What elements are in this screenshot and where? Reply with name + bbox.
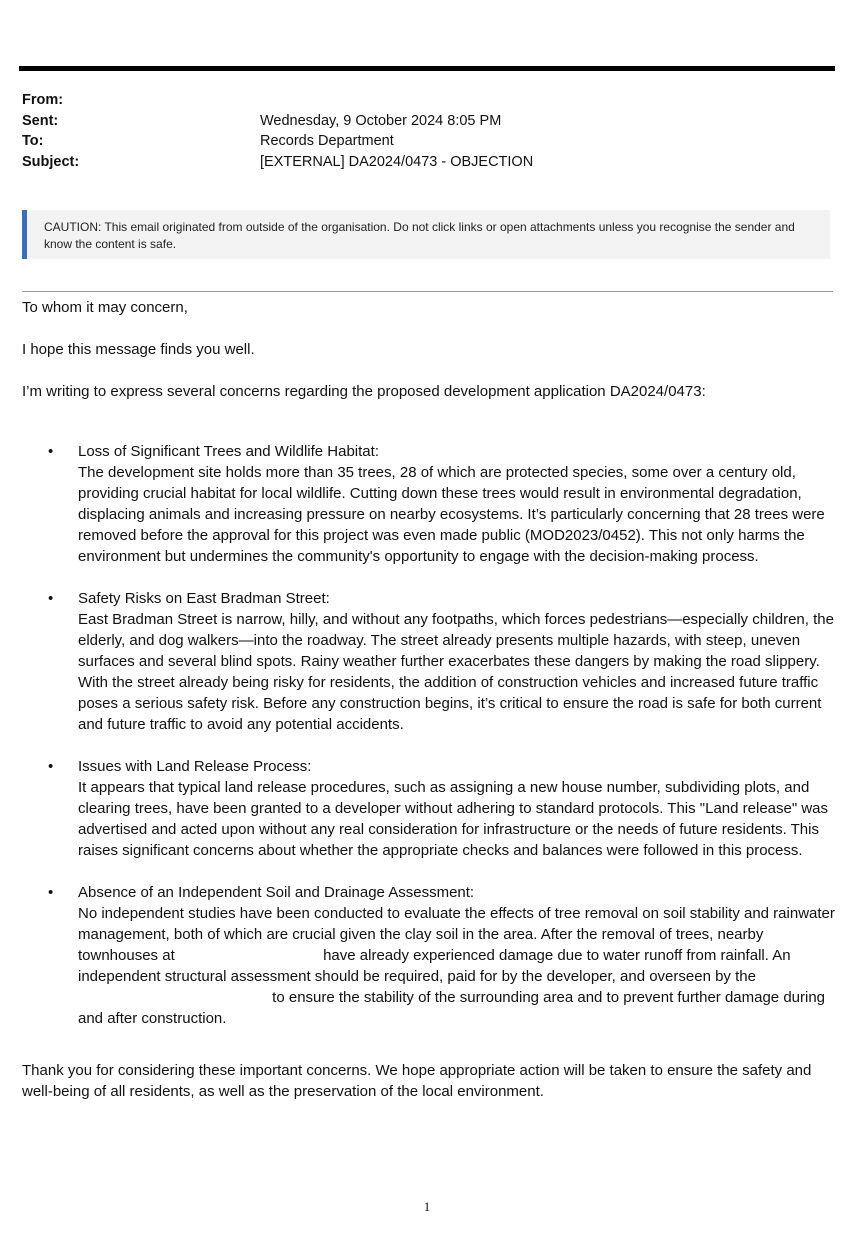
sent-label: Sent: (22, 112, 59, 129)
to-label: To: (22, 133, 44, 149)
list-item (22, 756, 837, 861)
sent-value: Wednesday, 9 October 2024 8:05 PM (260, 112, 502, 129)
issue-title: Safety Risks on East Bradman Street: (78, 590, 330, 607)
issue-body: The development site holds more than 35 trees, 28 of which are protected species, some over a century old, providing crucial habitat for local wildlife. Cutting down these trees would result in environmental degradation, displacing animals and increasing pressure on nearby ecosystems. It’s particularly concerning that 28 trees were removed before the approval for this project was even made public (MOD2023/0452). This not only harms the environment but undermines the community's opportunity to engage with the decision-making process. (78, 464, 825, 565)
subject-label: Subject: (22, 153, 80, 170)
issue-title: Absence of an Independent Soil and Drainage Assessment: (78, 884, 475, 901)
top-rule (19, 66, 835, 71)
list-item (22, 882, 837, 1029)
issue-body: It appears that typical land release procedures, such as assigning a new house number, subdividing plots, and clearing trees, have been granted to a developer without adhering to standard protocols. This "Land release" was advertised and acted upon without any real consideration for infrastructure or the needs of future residents. This raises significant concerns about whether the appropriate checks and balances were followed in this process. (78, 779, 829, 859)
list-item (22, 441, 837, 567)
issue-body (78, 903, 837, 1029)
issue-body-part: have already experienced damage due to water runoff from rainfall. An independent structural assessment should be required, paid for by the developer, and overseen by the (78, 947, 791, 985)
issue-title: Loss of Significant Trees and Wildlife Habitat: (78, 443, 379, 460)
to-value: Records Department (260, 133, 394, 149)
subject-value: [EXTERNAL] DA2024/0473 - OBJECTION (260, 153, 534, 170)
bullet-icon: • (48, 590, 54, 607)
issue-body: East Bradman Street is narrow, hilly, and without any footpaths, which forces pedestrians—especially children, the elderly, and dog walkers—into the roadway. The street already presents multiple hazards, with steep, uneven surfaces and several blind spots. Rainy weather further exacerbates these dangers by making the road slippery. With the street already being risky for residents, the addition of construction vehicles and increased future traffic poses a serious safety risk. Before any construction begins, it’s critical to ensure the road is safe for both current and future traffic to avoid any potential accidents. (78, 611, 834, 733)
page-number: 1 (423, 1199, 431, 1214)
intro-paragraph: I hope this message finds you well. (22, 341, 255, 358)
bullet-icon: • (48, 758, 54, 775)
issue-title: Issues with Land Release Process: (78, 758, 312, 775)
list-item (22, 588, 837, 735)
issue-body-part: No independent studies have been conducted to evaluate the effects of tree removal on soil stability and rainwater management, both of which are crucial given the clay soil in the area. After the removal of trees, nearby townhouses at (78, 905, 835, 964)
purpose-paragraph: I’m writing to express several concerns regarding the proposed development application DA2024/0473: (22, 383, 706, 400)
from-value (260, 90, 822, 111)
caution-banner (22, 210, 830, 259)
greeting: To whom it may concern, (22, 299, 188, 316)
from-label: From: (22, 92, 64, 108)
email-body (22, 297, 837, 1102)
subject-row (22, 152, 822, 173)
closing-paragraph: Thank you for considering these important concerns. We hope appropriate action will be taken to ensure the safety and well-being of all residents, as well as the preservation of the local environment. (22, 1062, 812, 1100)
sent-row (22, 111, 822, 132)
email-header (22, 90, 822, 172)
header-separator (22, 291, 833, 292)
caution-text: CAUTION: This email originated from outside of the organisation. Do not click links or open attachments unless you recognise the sender and know the content is safe. (44, 220, 795, 251)
from-row (22, 90, 822, 111)
issue-body-part: to ensure the stability of the surrounding area and to prevent further damage during and after construction. (78, 989, 826, 1027)
issues-list (22, 441, 837, 1029)
bullet-icon: • (48, 443, 54, 460)
bullet-icon: • (48, 884, 54, 901)
to-row (22, 131, 822, 152)
